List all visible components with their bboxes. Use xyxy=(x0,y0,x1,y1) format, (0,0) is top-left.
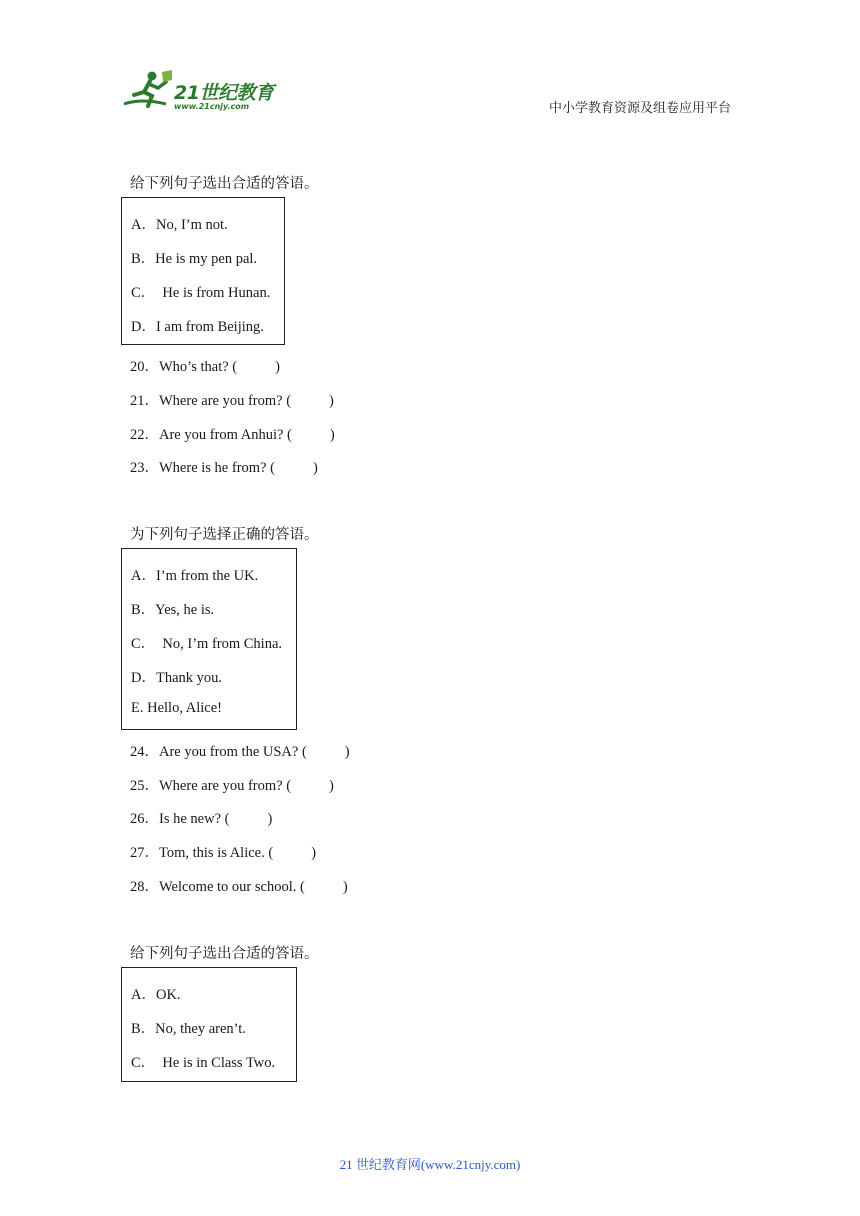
question-number: 22． xyxy=(130,427,159,443)
option-b: B．Yes, he is. xyxy=(131,602,215,618)
question-close: ) xyxy=(329,393,334,409)
option-a: A．OK. xyxy=(131,987,181,1003)
option-c: C． No, I’m from China. xyxy=(131,636,283,652)
question-close: ) xyxy=(312,460,318,476)
question-24 xyxy=(130,740,350,761)
question-28 xyxy=(130,875,348,896)
question-text: Are you from the USA? ( xyxy=(159,744,307,760)
question-text: Who’s that? ( xyxy=(159,359,238,375)
option-e: E. Hello, Alice! xyxy=(131,700,223,716)
section-3-instruction: 给下列句子选出合适的答语。 xyxy=(130,946,319,962)
question-text: Where are you from? ( xyxy=(159,778,292,794)
question-text: Tom, this is Alice. ( xyxy=(159,845,274,861)
question-number: 28． xyxy=(130,879,159,895)
section-2-instruction: 为下列句子选择正确的答语。 xyxy=(130,527,319,543)
question-close: ) xyxy=(275,359,280,375)
question-number: 25． xyxy=(130,778,159,794)
question-number: 26． xyxy=(130,811,159,827)
site-logo[interactable] xyxy=(122,68,292,118)
option-b: B．No, they aren’t. xyxy=(131,1021,246,1037)
header-platform-text: 中小学教育资源及组卷应用平台 xyxy=(549,100,732,115)
question-25 xyxy=(130,774,334,795)
question-22 xyxy=(130,423,335,444)
question-number: 20． xyxy=(130,359,159,375)
question-text: Are you from Anhui? ( xyxy=(159,427,292,443)
question-close: ) xyxy=(344,744,350,760)
section-1-instruction: 给下列句子选出合适的答语。 xyxy=(130,176,319,192)
section-2-options-box xyxy=(121,548,297,730)
question-text: Where are you from? ( xyxy=(159,393,292,409)
question-27 xyxy=(130,841,316,862)
option-c: C． He is from Hunan. xyxy=(131,285,271,301)
question-text: Where is he from? ( xyxy=(159,460,275,476)
question-number: 24． xyxy=(130,744,159,760)
question-close: ) xyxy=(329,427,335,443)
option-c: C． He is in Class Two. xyxy=(131,1055,276,1071)
section-3-options-box xyxy=(121,967,297,1082)
question-number: 21． xyxy=(130,393,159,409)
option-a: A．No, I’m not. xyxy=(131,217,228,233)
question-close: ) xyxy=(342,879,348,895)
option-d: D．Thank you. xyxy=(131,670,223,686)
option-a: A．I’m from the UK. xyxy=(131,568,259,584)
option-d: D．I am from Beijing. xyxy=(131,319,264,335)
logo-text: 21世纪教育 xyxy=(174,82,274,104)
question-close: ) xyxy=(267,811,273,827)
question-20 xyxy=(130,355,280,376)
runner-logo-icon xyxy=(122,68,174,114)
question-close: ) xyxy=(329,778,334,794)
question-number: 23． xyxy=(130,460,159,476)
question-number: 27． xyxy=(130,845,159,861)
section-1-options-box xyxy=(121,197,285,345)
logo-url: www.21cnjy.com xyxy=(174,102,250,111)
question-21 xyxy=(130,389,334,410)
footer-site-link[interactable]: 21 世纪教育网(www.21cnjy.com) xyxy=(339,1157,521,1172)
question-26 xyxy=(130,807,272,828)
question-close: ) xyxy=(311,845,317,861)
question-text: Welcome to our school. ( xyxy=(159,879,305,895)
option-b: B．He is my pen pal. xyxy=(131,251,258,267)
question-text: Is he new? ( xyxy=(159,811,230,827)
page-header xyxy=(0,0,860,130)
question-23 xyxy=(130,456,318,477)
